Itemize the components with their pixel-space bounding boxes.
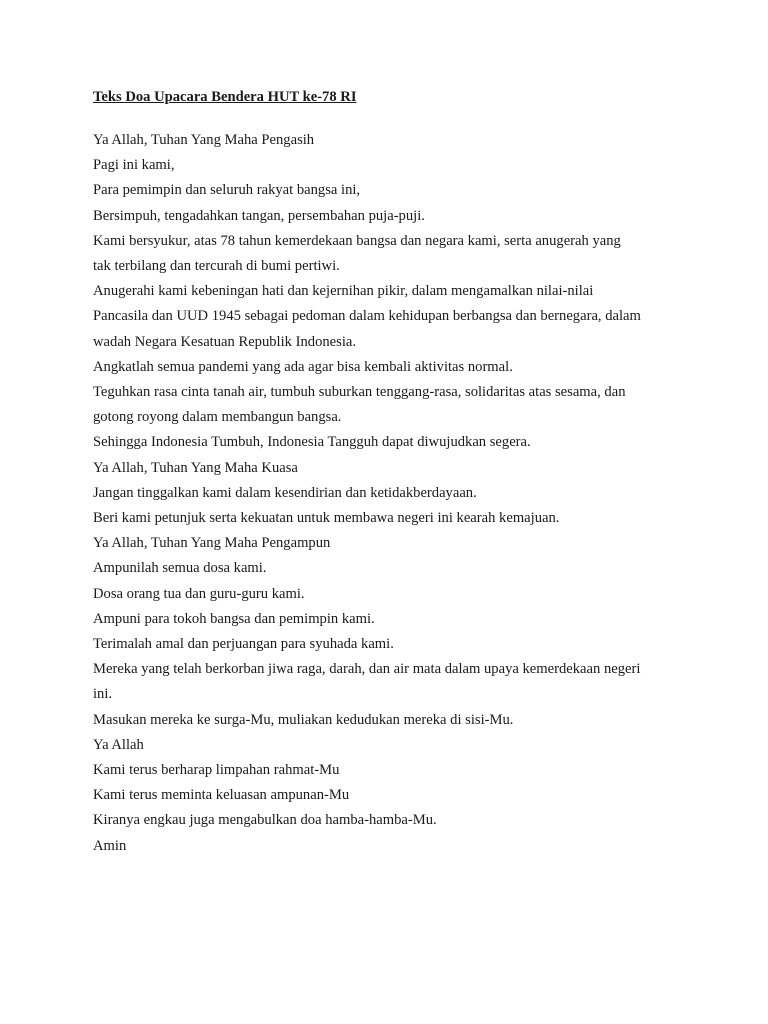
prayer-line: Kami bersyukur, atas 78 tahun kemerdekaan bangsa dan negara kami, serta anugerah yang [93,232,621,249]
prayer-line: Pancasila dan UUD 1945 sebagai pedoman dalam kehidupan berbangsa dan bernegara, dalam [93,308,641,325]
prayer-line: Teguhkan rasa cinta tanah air, tumbuh suburkan tenggang-rasa, solidaritas atas sesama, dan [93,384,626,401]
prayer-line: Ampuni para tokoh bangsa dan pemimpin kami. [93,610,375,627]
prayer-line: Sehingga Indonesia Tumbuh, Indonesia Tangguh dapat diwujudkan segera. [93,434,531,451]
prayer-line: gotong royong dalam membangun bangsa. [93,409,342,426]
prayer-line: Para pemimpin dan seluruh rakyat bangsa ini, [93,182,361,199]
prayer-line: Pagi ini kami, [93,157,175,174]
prayer-line: Masukan mereka ke surga-Mu, muliakan kedudukan mereka di sisi-Mu. [93,711,514,728]
prayer-line: Ya Allah [93,736,144,753]
prayer-line: Kami terus berharap limpahan rahmat-Mu [93,762,340,779]
prayer-line: Ya Allah, Tuhan Yang Maha Kuasa [93,459,298,476]
prayer-line: wadah Negara Kesatuan Republik Indonesia. [93,333,357,350]
prayer-line: Amin [93,837,127,854]
prayer-line: Angkatlah semua pandemi yang ada agar bisa kembali aktivitas normal. [93,358,513,375]
prayer-line: Kiranya engkau juga mengabulkan doa hamba-hamba-Mu. [93,812,437,829]
prayer-line: Mereka yang telah berkorban jiwa raga, darah, dan air mata dalam upaya kemerdekaan negeri [93,661,641,678]
prayer-line: ini. [93,686,113,703]
prayer-text [93,128,708,859]
prayer-line: Kami terus meminta keluasan ampunan-Mu [93,787,350,804]
prayer-line: tak terbilang dan tercurah di bumi pertiwi. [93,258,340,275]
document-title: Teks Doa Upacara Bendera HUT ke-78 RI [93,89,357,105]
prayer-line: Ya Allah, Tuhan Yang Maha Pengampun [93,535,331,552]
prayer-line: Anugerahi kami kebeningan hati dan kejernihan pikir, dalam mengamalkan nilai-nilai [93,283,594,300]
prayer-line: Ampunilah semua dosa kami. [93,560,267,577]
prayer-line: Ya Allah, Tuhan Yang Maha Pengasih [93,132,315,148]
prayer-line: Dosa orang tua dan guru-guru kami. [93,585,305,602]
prayer-line: Terimalah amal dan perjuangan para syuhada kami. [93,636,394,653]
prayer-line: Beri kami petunjuk serta kekuatan untuk membawa negeri ini kearah kemajuan. [93,510,560,527]
prayer-line: Jangan tinggalkan kami dalam kesendirian dan ketidakberdayaan. [93,484,477,501]
prayer-line: Bersimpuh, tengadahkan tangan, persembahan puja-puji. [93,207,425,224]
